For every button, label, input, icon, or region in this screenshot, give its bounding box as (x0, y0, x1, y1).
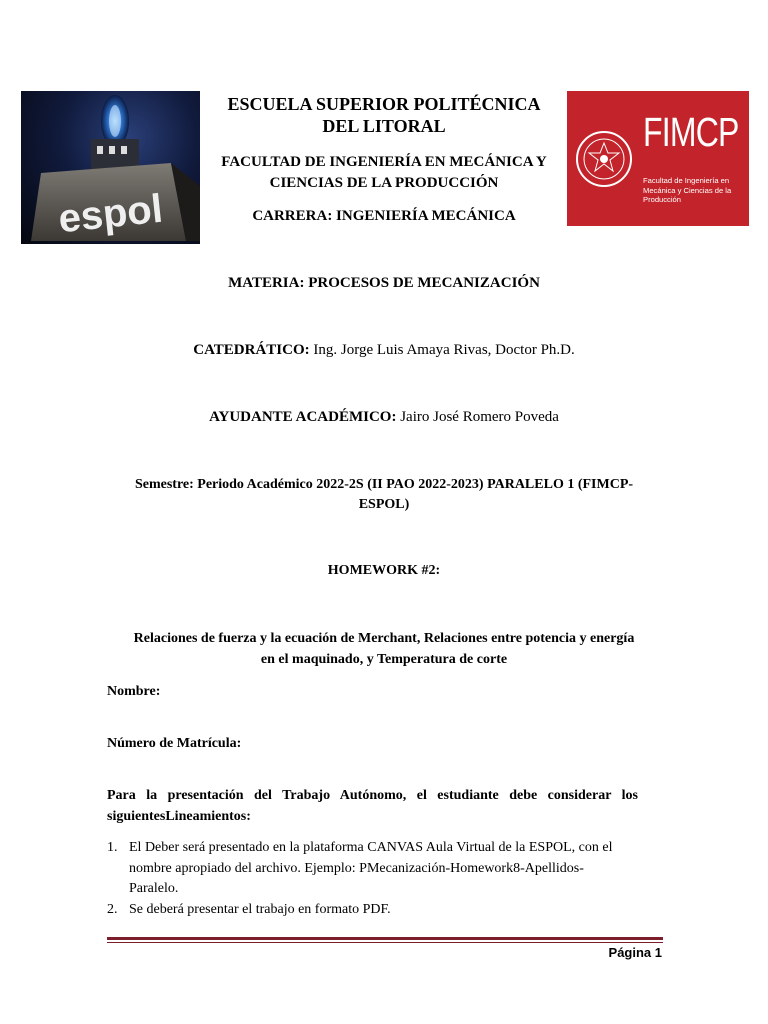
fimcp-caption: Facultad de Ingeniería en Mecánica y Ciencias de la Producción (643, 176, 732, 204)
page-number: Página 1 (608, 945, 662, 960)
enrollment-label: Número de Matrícula: (107, 736, 242, 751)
fimcp-logo (567, 91, 749, 226)
institution-title: ESCUELA SUPERIOR POLITÉCNICA DEL LITORAL (227, 94, 541, 136)
guidelines-list (107, 838, 667, 920)
espol-logo-image (21, 91, 200, 244)
career-line: CARRERA: INGENIERÍA MECÁNICA (252, 208, 516, 224)
footer-rule (107, 937, 663, 940)
espol-logo-text: espol (56, 186, 165, 242)
semester-line: Semestre: Periodo Académico 2022-2S (II PAO 2022-2023) PARALELO 1 (FIMCP- ESPOL) (134, 477, 634, 512)
professor-line: CATEDRÁTICO: Ing. Jorge Luis Amaya Rivas, Doctor Ph.D. (193, 342, 575, 358)
list-item: 2. Se deberá presentar el trabajo en formato PDF. (107, 901, 391, 917)
topic-title: Relaciones de fuerza y la ecuación de Merchant, Relaciones entre potencia y energía en el maquinado, y Temperatura de corte (133, 631, 635, 667)
guidelines-intro: Para la presentación del Trabajo Autónomo, el estudiante debe considerar los siguientesLineamientos: (107, 788, 638, 824)
fimcp-wordmark: FIMCP (643, 109, 739, 155)
list-item: 1. El Deber será presentado en la plataforma CANVAS Aula Virtual de la ESPOL, con el nombre apropiado del archivo. Ejemplo: PMecanización-Homework8-Apellidos- Paralelo. (107, 840, 613, 896)
faculty-title: FACULTAD DE INGENIERÍA EN MECÁNICA Y CIENCIAS DE LA PRODUCCIÓN (221, 154, 547, 191)
footer-rule-thin (107, 942, 663, 943)
homework-title: HOMEWORK #2: (327, 563, 441, 578)
fimcp-seal-icon (575, 105, 633, 213)
assistant-line: AYUDANTE ACADÉMICO: Jairo José Romero Poveda (209, 409, 559, 425)
subject-line: MATERIA: PROCESOS DE MECANIZACIÓN (228, 275, 540, 291)
name-label: Nombre: (107, 684, 161, 699)
